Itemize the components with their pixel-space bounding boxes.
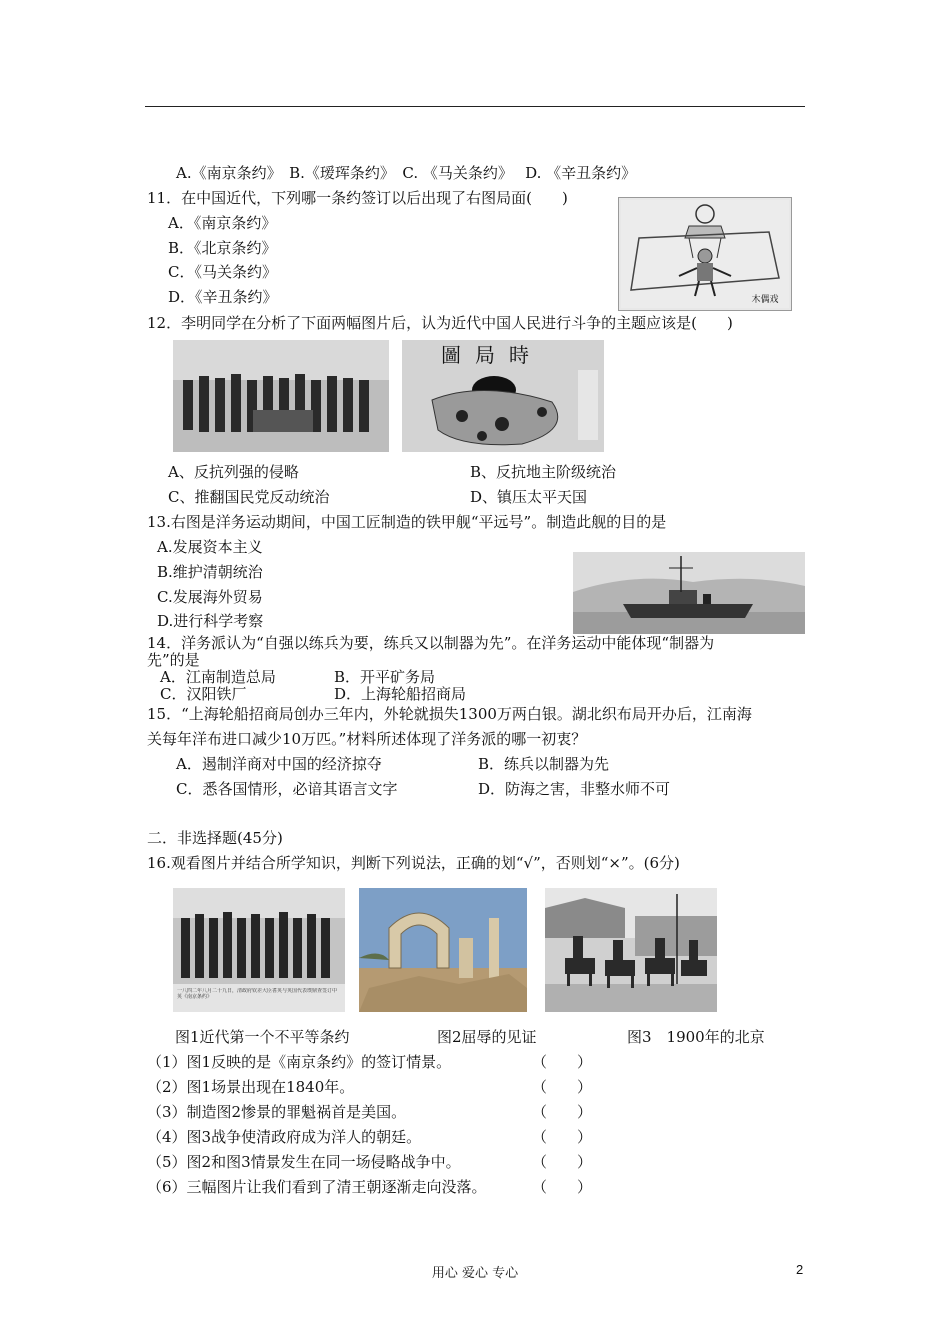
q15-stem-line1: 15．“上海轮船招商局创办三年内，外轮就损失1300万两白银。湖北织布局开办后，江南海 (147, 705, 752, 723)
q13-stem: 13.右图是洋务运动期间，中国工匠制造的铁甲舰“平远号”。制造此舰的目的是 (147, 513, 667, 531)
q15-option-a: A．遏制洋商对中国的经济掠夺 (176, 755, 382, 773)
q11-stem: 11．在中国近代，下列哪一条约签订以后出现了右图局面( ) (147, 189, 568, 207)
q16-fig1-nanjing-treaty-photo (173, 888, 345, 1012)
q14-option-b: B．开平矿务局 (334, 668, 436, 686)
puppet-cartoon-drawing (619, 198, 791, 310)
q12-option-d: D、镇压太平天国 (470, 488, 588, 506)
q11-option-d: D．《辛丑条约》 (168, 288, 278, 306)
q15-option-d: D．防海之害，非整水师不可 (478, 780, 671, 798)
q11-option-b: B．《北京条约》 (168, 239, 277, 257)
q16-item-3: （3）制造图2惨景的罪魁祸首是美国。 (147, 1103, 407, 1121)
q12-option-a: A、反抗列强的侵略 (168, 463, 299, 481)
q12-stem: 12．李明同学在分析了下面两幅图片后，认为近代中国人民进行斗争的主题应该是( ) (147, 314, 733, 332)
q12-option-c: C、推翻国民党反动统治 (168, 488, 330, 506)
q14-option-a: A．江南制造总局 (160, 668, 276, 686)
puppet-caption: 木偶戏 (751, 295, 779, 305)
q16-caption-fig3: 图3 1900年的北京 (627, 1028, 765, 1046)
q16-fig3-beijing-1900-photo (545, 888, 717, 1012)
q10-options: A.《南京条约》 B.《瑷珲条约》 C. 《马关条约》 D. 《辛丑条约》 (176, 164, 637, 182)
q13-option-d: D.进行科学考察 (157, 612, 264, 630)
q12-photo-treaty-meeting (173, 340, 389, 452)
nanjing-treaty-signing-photo (173, 888, 345, 1012)
q15-option-c: C．悉各国情形，必谙其语言文字 (176, 780, 398, 798)
q13-option-b: B.维护清朝统治 (157, 563, 263, 581)
q14-option-c: C．汉阳铁厂 (160, 685, 247, 703)
q16-answer-paren-6[interactable]: （ ） (532, 1178, 593, 1196)
q13-ironclad-pingyuan-photo (573, 552, 805, 634)
q12-cartoon-shiju-tu (402, 340, 604, 452)
section2-heading: 二．非选择题(45分) (147, 829, 283, 847)
q15-stem-line2: 关每年洋布进口减少10万匹。”材料所述体现了洋务派的哪一初衷？ (147, 730, 587, 748)
q16-answer-paren-3[interactable]: （ ） (532, 1103, 593, 1121)
q11-option-a: A．《南京条约》 (168, 214, 277, 232)
header-rule (145, 106, 805, 107)
shiju-tu-title: 圖局時 (441, 343, 543, 367)
q16-caption-fig2: 图2屈辱的见证 (437, 1028, 537, 1046)
q16-caption-fig1: 图1近代第一个不平等条约 (175, 1028, 350, 1046)
treaty-meeting-photo (173, 340, 389, 452)
q11-option-c: C．《马关条约》 (168, 263, 277, 281)
q16-fig2-yuanmingyuan-ruins-photo (359, 888, 527, 1012)
fig1-inner-caption: 一八四二年八月二十九日，清政府钦差大臣耆英与英国代表璞鼎查签订中英《南京条约》 (177, 988, 338, 1000)
q16-stem: 16.观看图片并结合所学知识，判断下列说法，正确的划“√”，否则划“×”。(6分) (147, 854, 680, 872)
q16-answer-paren-5[interactable]: （ ） (532, 1153, 593, 1171)
beijing-1900-photo (545, 888, 717, 1012)
q13-option-c: C.发展海外贸易 (157, 588, 263, 606)
q15-option-b: B．练兵以制器为先 (478, 755, 610, 773)
q16-answer-paren-2[interactable]: （ ） (532, 1078, 593, 1096)
q12-option-b: B、反抗地主阶级统治 (470, 463, 617, 481)
yuanmingyuan-ruins-photo (359, 888, 527, 1012)
q11-puppet-cartoon (618, 197, 792, 311)
q14-option-d: D．上海轮船招商局 (334, 685, 467, 703)
q13-option-a: A.发展资本主义 (157, 538, 263, 556)
q16-answer-paren-1[interactable]: （ ） (532, 1053, 593, 1071)
ironclad-ship-photo (573, 552, 805, 634)
q16-answer-paren-4[interactable]: （ ） (532, 1128, 593, 1146)
shiju-tu-map-cartoon (402, 340, 604, 452)
q14-stem-line1: 14．洋务派认为“自强以练兵为要，练兵又以制器为先”。在洋务运动中能体现“制器为 (147, 634, 715, 652)
page-number: 2 (796, 1262, 804, 1277)
q16-item-2: （2）图1场景出现在1840年。 (147, 1078, 355, 1096)
page-footer: 用心 爱心 专心 (431, 1266, 519, 1281)
q14-stem-line2: 先”的是 (147, 651, 200, 669)
q16-item-1: （1）图1反映的是《南京条约》的签订情景。 (147, 1053, 452, 1071)
q16-item-6: （6）三幅图片让我们看到了清王朝逐渐走向没落。 (147, 1178, 487, 1196)
q16-item-4: （4）图3战争使清政府成为洋人的朝廷。 (147, 1128, 422, 1146)
q16-item-5: （5）图2和图3情景发生在同一场侵略战争中。 (147, 1153, 461, 1171)
